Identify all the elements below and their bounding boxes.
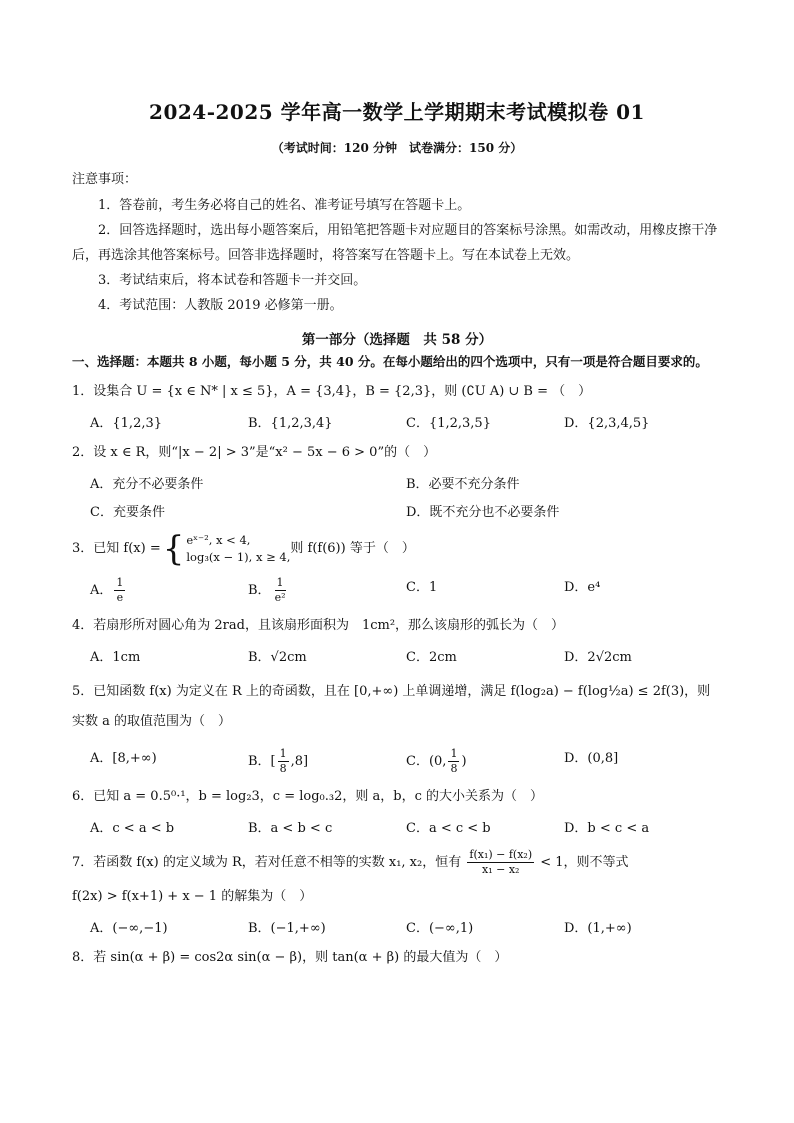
- fraction-numerator: 1: [276, 576, 284, 589]
- option-c: C．a < c < b: [406, 821, 491, 836]
- question-4-options: [72, 646, 722, 666]
- option-d: D．(0,8]: [564, 751, 619, 766]
- fraction-denominator: x₁ − x₂: [482, 863, 520, 876]
- fraction-denominator: e²: [274, 591, 286, 604]
- option-a: A．充分不必要条件: [90, 477, 204, 492]
- option-a: A．{1,2,3}: [90, 416, 163, 431]
- option-a: A．[8,+∞): [90, 751, 157, 766]
- fraction: [448, 747, 459, 776]
- question-5-stem: 5．已知函数 f(x) 为定义在 R 上的奇函数，且在 [0,+∞) 上单调递增，满足 f(log₂a) − f(log½a) ≤ 2f(3)，则实数 a 的取值范围为（ ）: [72, 684, 711, 729]
- option-c: C．1: [406, 580, 438, 595]
- question-7-stem: [72, 848, 722, 877]
- option-a: A．1cm: [90, 650, 141, 665]
- option-b-suffix: ,8]: [290, 754, 309, 769]
- question-7-stem-mid: < 1，则不等式: [540, 855, 629, 870]
- question-4-stem: 4．若扇形所对圆心角为 2rad，且该扇形面积为 1cm²，那么该扇形的弧长为（ ）: [72, 618, 565, 633]
- option-d: D．2√2cm: [564, 650, 632, 665]
- question-7-stem-pre: 7．若函数 f(x) 的定义域为 R，若对任意不相等的实数 x₁, x₂，恒有: [72, 855, 462, 870]
- option-b: B．(−1,+∞): [248, 921, 326, 936]
- exam-subtitle: （考试时间：120 分钟 试卷满分：150 分）: [271, 141, 523, 155]
- exam-title: 2024-2025 学年高一数学上学期期末考试模拟卷 01: [149, 100, 645, 124]
- option-c-suffix: ): [461, 754, 467, 769]
- question-6-stem: 6．已知 a = 0.5⁰·¹，b = log₂3，c = log₀.₃2，则 a，b，c 的大小关系为（ ）: [72, 789, 543, 804]
- option-d: D．e⁴: [564, 580, 601, 595]
- fraction-denominator: 8: [279, 762, 287, 775]
- fraction: [278, 747, 289, 776]
- option-c: C．2cm: [406, 650, 457, 665]
- fraction-numerator: 1: [116, 576, 124, 589]
- question-6-options: [72, 817, 722, 837]
- option-b: [248, 747, 406, 776]
- fraction: [114, 576, 125, 605]
- notes-heading: 注意事项：: [72, 172, 138, 187]
- option-d: D．b < c < a: [564, 821, 650, 836]
- option-c: C．充要条件: [90, 505, 165, 520]
- option-b: B．{1,2,3,4}: [248, 416, 333, 431]
- note-item: 4．考试范围：人教版 2019 必修第一册。: [98, 298, 343, 313]
- case-2: log₃(x − 1), x ≥ 4,: [186, 550, 291, 564]
- fraction-numerator: f(x₁) − f(x₂): [469, 848, 533, 861]
- question-7-options: [72, 917, 722, 937]
- case-1: eˣ⁻², x < 4,: [186, 533, 251, 547]
- option-c-prefix: C．(0,: [406, 754, 447, 769]
- option-c: C．{1,2,3,5}: [406, 416, 491, 431]
- option-a: A．c < a < b: [90, 821, 175, 836]
- option-d: D．既不充分也不必要条件: [406, 505, 560, 520]
- question-3-stem: [72, 529, 722, 569]
- option-c: C．(−∞,1): [406, 921, 474, 936]
- option-c: [406, 747, 564, 776]
- fraction-numerator: 1: [450, 747, 458, 760]
- note-item: 2．回答选择题时，选出每小题答案后，用铅笔把答题卡对应题目的答案标号涂黑。如需改动，用橡皮擦干净后，再选涂其他答案标号。回答非选择题时，将答案写在答题卡上。写在本试卷上无效。: [72, 223, 718, 263]
- question-2-options: [72, 473, 722, 521]
- fraction-denominator: e: [116, 591, 124, 604]
- fraction: [467, 848, 534, 877]
- option-b: B．√2cm: [248, 650, 307, 665]
- option-a: [90, 576, 248, 605]
- option-a-label: A．: [90, 583, 113, 598]
- question-3-stem-post: 则 f(f(6)) 等于（ ）: [290, 541, 415, 556]
- option-b: [248, 576, 406, 605]
- fraction-numerator: 1: [279, 747, 287, 760]
- option-b: B．a < b < c: [248, 821, 333, 836]
- question-7-stem-line2: f(2x) > f(x+1) + x − 1 的解集为（ ）: [72, 889, 313, 904]
- option-b-prefix: B．[: [248, 754, 276, 769]
- option-a: A．(−∞,−1): [90, 921, 168, 936]
- option-b: B．必要不充分条件: [406, 477, 520, 492]
- fraction-denominator: 8: [450, 762, 458, 775]
- option-d: D．{2,3,4,5}: [564, 416, 650, 431]
- note-item: 3．考试结束后，将本试卷和答题卡一并交回。: [98, 273, 367, 288]
- question-5-options: [72, 747, 722, 776]
- question-1-options: [72, 412, 722, 432]
- piecewise-cases: [186, 532, 290, 566]
- question-8-stem: 8．若 sin(α + β) = cos2α sin(α − β)，则 tan(α + β) 的最大值为（ ）: [72, 950, 508, 965]
- note-item: 1．答卷前，考生务必将自己的姓名、准考证号填写在答题卡上。: [98, 198, 471, 213]
- question-3-options: [72, 576, 722, 605]
- question-1-stem: 1．设集合 U = {x ∈ N* | x ≤ 5}，A = {3,4}，B = {2,3}，则 (∁U A) ∪ B = （ ）: [72, 384, 592, 399]
- question-3-stem-pre: 3．已知 f(x) =: [72, 541, 161, 556]
- brace-glyph: {: [162, 529, 185, 569]
- option-d: D．(1,+∞): [564, 921, 632, 936]
- option-b-label: B．: [248, 583, 271, 598]
- question-2-stem: 2．设 x ∈ R，则“|x − 2| > 3”是“x² − 5x − 6 > 0”的（ ）: [72, 445, 437, 460]
- part-title: 第一部分（选择题 共 58 分）: [301, 332, 493, 348]
- fraction: [273, 576, 288, 605]
- section-description: 一、选择题：本题共 8 小题，每小题 5 分，共 40 分。在每小题给出的四个选项中，只有一项是符合题目要求的。: [72, 354, 708, 369]
